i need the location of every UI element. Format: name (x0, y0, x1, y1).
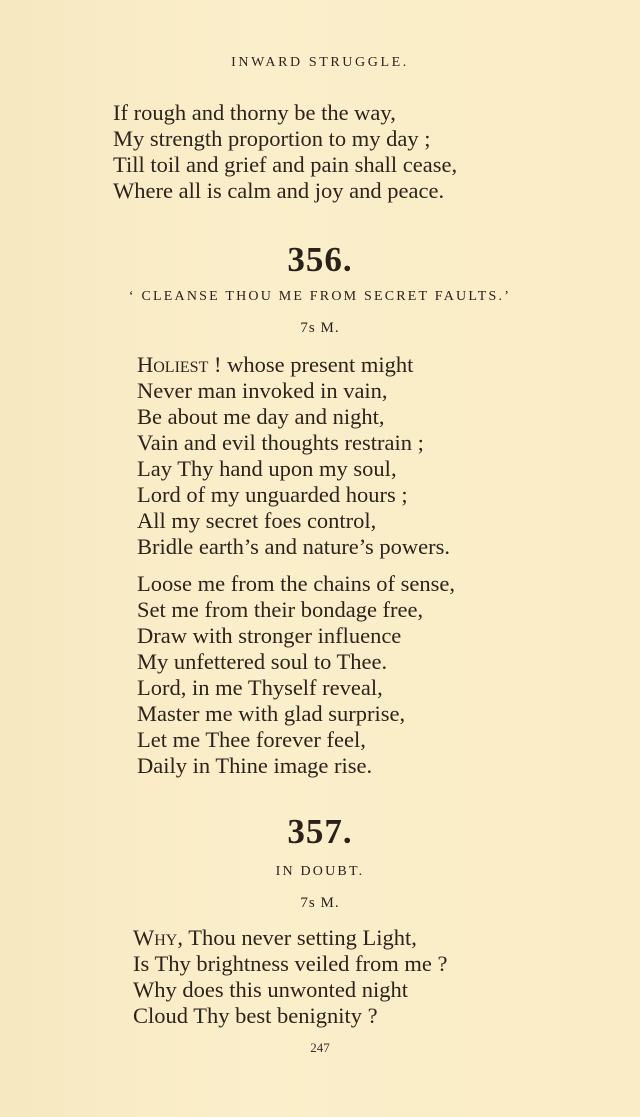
verse-line: Daily in Thine image rise. (137, 753, 373, 778)
verse-line: Lord, in me Thyself reveal, (137, 675, 383, 700)
verse-line: Loose me from the chains of sense, (137, 571, 456, 596)
verse-line: Vain and evil thoughts restrain ; (137, 430, 424, 455)
top-stanza (113, 100, 457, 204)
verse-line: Never man invoked in vain, (137, 378, 388, 403)
hymn-stanza (137, 352, 450, 560)
verse-line: Is Thy brightness veiled from me ? (133, 951, 448, 976)
verse-line: My strength proportion to my day ; (113, 126, 431, 151)
verse-line: Till toil and grief and pain shall cease, (113, 152, 458, 177)
verse-line: Be about me day and night, (137, 404, 385, 429)
verse-line: My unfettered soul to Thee. (137, 649, 388, 674)
hymn-number: 356. (287, 240, 353, 279)
hymn-title: ‘ CLEANSE THOU ME FROM SECRET FAULTS.’ (128, 289, 512, 304)
verse-line (137, 352, 450, 378)
page-number: 247 (310, 1040, 330, 1055)
verse-line (133, 925, 448, 951)
hymn-number: 357. (287, 812, 353, 851)
hymn-stanza (133, 925, 448, 1029)
verse-line: All my secret foes control, (137, 508, 377, 533)
first-word: Holiest (137, 352, 209, 377)
verse-line: Set me from their bondage free, (137, 597, 424, 622)
verse-line: Draw with stronger influence (137, 623, 402, 648)
running-head: INWARD STRUGGLE. (231, 55, 409, 70)
first-word: Why (133, 925, 178, 950)
verse-line: Let me Thee forever feel, (137, 727, 366, 752)
hymn-title: IN DOUBT. (275, 864, 365, 879)
verse-line: If rough and thorny be the way, (113, 100, 396, 125)
verse-line: Master me with glad surprise, (137, 701, 406, 726)
verse-line: Cloud Thy best benignity ? (133, 1003, 378, 1028)
first-line-rest: , Thou never setting Light, (177, 925, 417, 950)
verse-line: Bridle earth’s and nature’s powers. (137, 534, 451, 559)
verse-line: Why does this unwonted night (133, 977, 408, 1002)
verse-line: Lay Thy hand upon my soul, (137, 456, 397, 481)
hymn-meter: 7s M. (300, 320, 340, 336)
hymn-meter: 7s M. (300, 895, 340, 911)
verse-line: Lord of my unguarded hours ; (137, 482, 408, 507)
first-line-rest: ! whose present might (208, 352, 414, 377)
verse-line: Where all is calm and joy and peace. (113, 178, 445, 203)
hymn-stanza (137, 571, 455, 779)
